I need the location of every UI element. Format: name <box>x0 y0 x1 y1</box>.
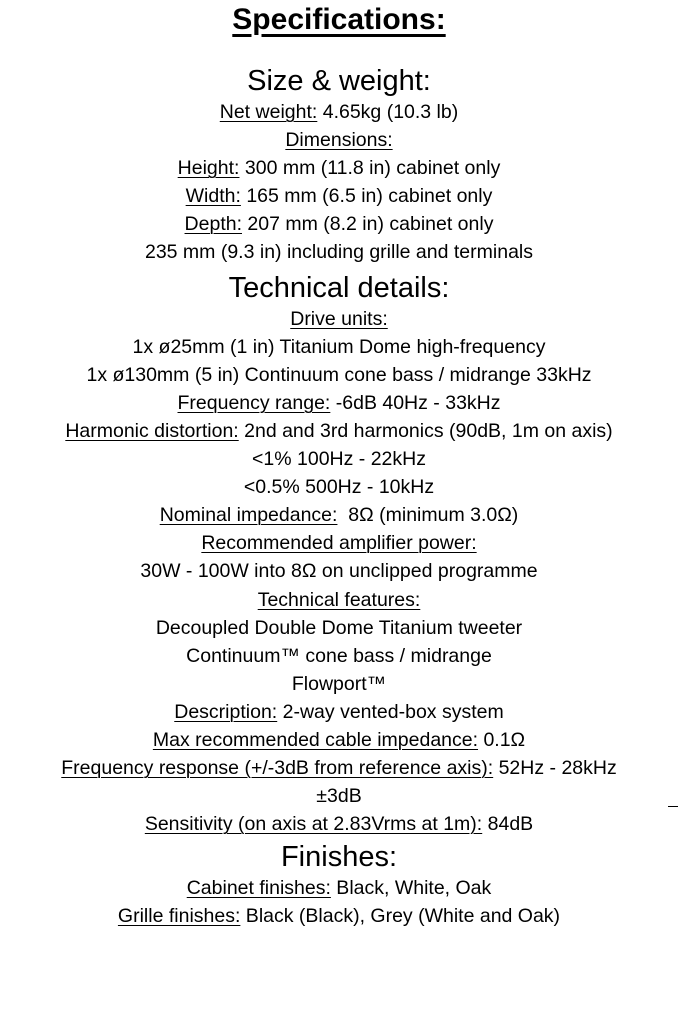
depth-row <box>0 210 678 238</box>
width-row <box>0 182 678 210</box>
dimensions-row <box>0 126 678 154</box>
cable-impedance-label: Max recommended cable impedance: <box>152 728 479 751</box>
cabinet-finishes-value: Black, White, Oak <box>330 877 492 900</box>
technical-features-row <box>0 586 678 614</box>
description-label: Description: <box>174 700 278 723</box>
frequency-range-value: -6dB 40Hz - 33kHz <box>330 391 501 414</box>
width-value: 165 mm (6.5 in) cabinet only <box>240 185 493 208</box>
cabinet-finishes-label: Cabinet finishes: <box>186 877 331 900</box>
cable-impedance-value: 0.1Ω <box>478 728 526 751</box>
cable-impedance-row <box>0 726 678 754</box>
harmonic-distortion-label: Harmonic distortion: <box>65 419 239 442</box>
amplifier-power-value: 30W - 100W into 8Ω on unclipped programme <box>140 560 538 583</box>
height-value: 300 mm (11.8 in) cabinet only <box>239 157 501 180</box>
technical-features-label: Technical features: <box>257 588 421 611</box>
drive-unit-bass: 1x ø130mm (5 in) Continuum cone bass / midrange 33kHz <box>86 363 592 386</box>
description-row <box>0 698 678 726</box>
harmonic-distortion-row <box>0 417 678 445</box>
feature-tweeter: Decoupled Double Dome Titanium tweeter <box>155 616 523 639</box>
net-weight-row <box>0 98 678 126</box>
frequency-response-value: 52Hz - 28kHz <box>493 757 617 780</box>
frequency-response-row <box>0 754 678 782</box>
sensitivity-value: 84dB <box>482 813 534 836</box>
feature-cone: Continuum™ cone bass / midrange <box>186 644 492 667</box>
depth-extra-row: 235 mm (9.3 in) including grille and terminals <box>144 241 533 264</box>
distortion-line-2: <0.5% 500Hz - 10kHz <box>243 476 435 499</box>
grille-finishes-label: Grille finishes: <box>117 905 241 928</box>
harmonic-distortion-value: 2nd and 3rd harmonics (90dB, 1m on axis) <box>238 419 613 442</box>
amplifier-power-label: Recommended amplifier power: <box>201 532 477 555</box>
net-weight-value: 4.65kg (10.3 lb) <box>317 101 459 123</box>
nominal-impedance-label: Nominal impedance: <box>159 504 338 527</box>
width-label: Width: <box>185 185 241 208</box>
page-title: Specifications: <box>232 3 446 36</box>
frequency-response-tolerance: ±3dB <box>316 785 362 808</box>
size-weight-heading: Size & weight: <box>247 65 431 97</box>
cabinet-finishes-row <box>0 874 678 902</box>
feature-flowport: Flowport™ <box>291 672 387 695</box>
frequency-response-label: Frequency response (+/-3dB from reference axis): <box>61 757 494 780</box>
drive-units-row <box>0 305 678 333</box>
frequency-range-label: Frequency range: <box>177 391 331 414</box>
frequency-range-row <box>0 389 678 417</box>
net-weight-label: Net weight: <box>219 101 318 123</box>
dimensions-label: Dimensions: <box>285 129 393 152</box>
height-label: Height: <box>177 157 240 180</box>
technical-details-heading: Technical details: <box>228 271 450 304</box>
grille-finishes-value: Black (Black), Grey (White and Oak) <box>240 905 561 928</box>
drive-unit-tweeter: 1x ø25mm (1 in) Titanium Dome high-frequency <box>132 335 546 358</box>
amplifier-power-row <box>0 529 678 557</box>
drive-units-label: Drive units: <box>290 307 388 330</box>
height-row <box>0 154 678 182</box>
sensitivity-row <box>0 810 678 838</box>
nominal-impedance-row <box>0 501 678 529</box>
edge-dash-mark <box>668 806 678 807</box>
sensitivity-label: Sensitivity (on axis at 2.83Vrms at 1m): <box>144 813 483 836</box>
distortion-line-1: <1% 100Hz - 22kHz <box>252 448 426 471</box>
nominal-impedance-value: 8Ω (minimum 3.0Ω) <box>337 504 519 527</box>
description-value: 2-way vented-box system <box>277 700 504 723</box>
depth-label: Depth: <box>184 213 242 236</box>
finishes-heading: Finishes: <box>280 841 398 874</box>
depth-value: 207 mm (8.2 in) cabinet only <box>242 213 494 236</box>
grille-finishes-row <box>0 902 678 930</box>
